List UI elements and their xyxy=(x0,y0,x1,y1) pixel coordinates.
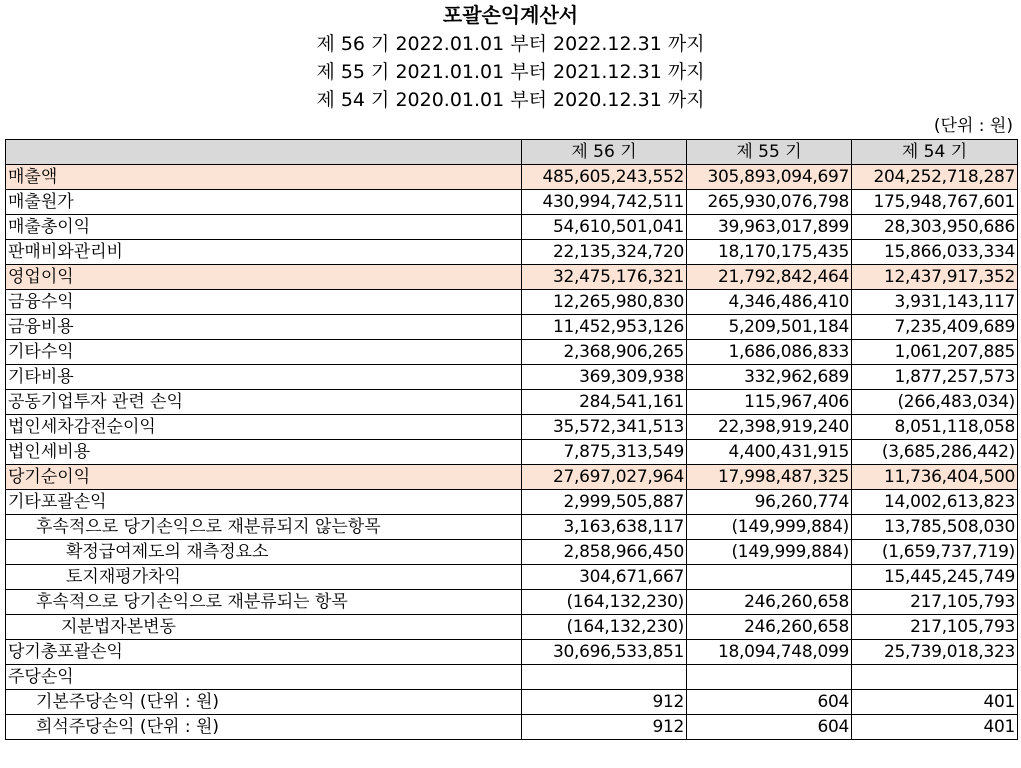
row-value-54: 12,437,917,352 xyxy=(852,265,1018,290)
row-value-54: 15,866,033,334 xyxy=(852,240,1018,265)
row-value-54: 15,445,245,749 xyxy=(852,565,1018,590)
row-value-54: (3,685,286,442) xyxy=(852,440,1018,465)
row-label: 지분법자본변동 xyxy=(6,615,522,640)
table-row xyxy=(6,615,1018,640)
row-value-55: 39,963,017,899 xyxy=(687,215,852,240)
row-value-55: (149,999,884) xyxy=(687,540,852,565)
row-label: 매출액 xyxy=(6,165,522,190)
row-label: 기타비용 xyxy=(6,365,522,390)
row-value-54: 217,105,793 xyxy=(852,590,1018,615)
row-value-56: 284,541,161 xyxy=(522,390,687,415)
row-value-54: 8,051,118,058 xyxy=(852,415,1018,440)
row-value-56: 912 xyxy=(522,715,687,740)
row-value-55: 246,260,658 xyxy=(687,615,852,640)
row-value-56: 30,696,533,851 xyxy=(522,640,687,665)
row-label: 후속적으로 당기손익으로 재분류되는 항목 xyxy=(6,590,522,615)
table-row xyxy=(6,190,1018,215)
row-value-55 xyxy=(687,565,852,590)
row-value-55: (149,999,884) xyxy=(687,515,852,540)
row-value-56: 22,135,324,720 xyxy=(522,240,687,265)
row-value-54: 3,931,143,117 xyxy=(852,290,1018,315)
row-value-55: 21,792,842,464 xyxy=(687,265,852,290)
row-value-56: 12,265,980,830 xyxy=(522,290,687,315)
row-value-55: 22,398,919,240 xyxy=(687,415,852,440)
header-cell-label xyxy=(6,140,522,165)
header-cell-56: 제 56 기 xyxy=(522,140,687,165)
row-value-56: 3,163,638,117 xyxy=(522,515,687,540)
row-value-55: 604 xyxy=(687,715,852,740)
row-label: 금융비용 xyxy=(6,315,522,340)
period-line-54: 제 54 기 2020.01.01 부터 2020.12.31 까지 xyxy=(316,89,705,111)
table-row xyxy=(6,265,1018,290)
period-line-55: 제 55 기 2021.01.01 부터 2021.12.31 까지 xyxy=(316,61,705,83)
table-row xyxy=(6,565,1018,590)
row-value-56: 7,875,313,549 xyxy=(522,440,687,465)
row-value-56: 369,309,938 xyxy=(522,365,687,390)
row-value-56: 304,671,667 xyxy=(522,565,687,590)
table-row xyxy=(6,440,1018,465)
statement-title: 포괄손익계산서 xyxy=(442,3,579,27)
table-row xyxy=(6,290,1018,315)
table-row xyxy=(6,340,1018,365)
row-value-55: 4,346,486,410 xyxy=(687,290,852,315)
row-label: 공동기업투자 관련 손익 xyxy=(6,390,522,415)
row-value-54: 204,252,718,287 xyxy=(852,165,1018,190)
row-value-55: 18,094,748,099 xyxy=(687,640,852,665)
row-value-54: 175,948,767,601 xyxy=(852,190,1018,215)
row-value-55: 305,893,094,697 xyxy=(687,165,852,190)
row-value-56: 485,605,243,552 xyxy=(522,165,687,190)
row-value-54: (266,483,034) xyxy=(852,390,1018,415)
row-value-56: (164,132,230) xyxy=(522,615,687,640)
row-label: 희석주당손익 (단위 : 원) xyxy=(6,715,522,740)
table-row xyxy=(6,390,1018,415)
row-label: 토지재평가차익 xyxy=(6,565,522,590)
row-value-55: 115,967,406 xyxy=(687,390,852,415)
row-value-55: 4,400,431,915 xyxy=(687,440,852,465)
table-row xyxy=(6,590,1018,615)
statement-header xyxy=(0,0,1021,139)
row-value-54 xyxy=(852,665,1018,690)
row-label: 금융수익 xyxy=(6,290,522,315)
table-row xyxy=(6,690,1018,715)
row-label: 판매비와관리비 xyxy=(6,240,522,265)
row-value-54: 1,061,207,885 xyxy=(852,340,1018,365)
row-label: 법인세차감전순이익 xyxy=(6,415,522,440)
row-value-56: 11,452,953,126 xyxy=(522,315,687,340)
row-value-55: 18,170,175,435 xyxy=(687,240,852,265)
row-value-56: 27,697,027,964 xyxy=(522,465,687,490)
table-row xyxy=(6,240,1018,265)
table-row xyxy=(6,640,1018,665)
row-value-54: 14,002,613,823 xyxy=(852,490,1018,515)
row-value-55: 96,260,774 xyxy=(687,490,852,515)
row-value-54: 7,235,409,689 xyxy=(852,315,1018,340)
row-label: 당기순이익 xyxy=(6,465,522,490)
header-cell-54: 제 54 기 xyxy=(852,140,1018,165)
table-row xyxy=(6,215,1018,240)
period-line-56: 제 56 기 2022.01.01 부터 2022.12.31 까지 xyxy=(316,33,705,55)
row-value-55: 17,998,487,325 xyxy=(687,465,852,490)
row-value-54: 401 xyxy=(852,690,1018,715)
table-row xyxy=(6,415,1018,440)
row-value-54: 13,785,508,030 xyxy=(852,515,1018,540)
row-value-56: (164,132,230) xyxy=(522,590,687,615)
row-value-55 xyxy=(687,665,852,690)
row-value-56: 430,994,742,511 xyxy=(522,190,687,215)
row-label: 기타포괄손익 xyxy=(6,490,522,515)
row-label: 후속적으로 당기손익으로 재분류되지 않는항목 xyxy=(6,515,522,540)
row-label: 기본주당손익 (단위 : 원) xyxy=(6,690,522,715)
table-row xyxy=(6,365,1018,390)
row-label: 확정급여제도의 재측정요소 xyxy=(6,540,522,565)
table-row xyxy=(6,515,1018,540)
row-value-54: 401 xyxy=(852,715,1018,740)
table-row xyxy=(6,165,1018,190)
income-statement-table xyxy=(5,139,1018,740)
row-value-56: 2,858,966,450 xyxy=(522,540,687,565)
table-row xyxy=(6,490,1018,515)
row-value-54: (1,659,737,719) xyxy=(852,540,1018,565)
row-value-55: 604 xyxy=(687,690,852,715)
table-row xyxy=(6,540,1018,565)
row-label: 매출총이익 xyxy=(6,215,522,240)
row-value-54: 11,736,404,500 xyxy=(852,465,1018,490)
row-value-54: 25,739,018,323 xyxy=(852,640,1018,665)
table-body xyxy=(6,165,1018,740)
row-label: 영업이익 xyxy=(6,265,522,290)
unit-label: (단위 : 원) xyxy=(933,116,1013,136)
row-value-56: 912 xyxy=(522,690,687,715)
row-value-54: 28,303,950,686 xyxy=(852,215,1018,240)
row-value-56: 32,475,176,321 xyxy=(522,265,687,290)
table-row xyxy=(6,665,1018,690)
row-value-56: 2,999,505,887 xyxy=(522,490,687,515)
row-value-55: 1,686,086,833 xyxy=(687,340,852,365)
row-value-54: 217,105,793 xyxy=(852,615,1018,640)
row-label: 법인세비용 xyxy=(6,440,522,465)
row-value-54: 1,877,257,573 xyxy=(852,365,1018,390)
table-row xyxy=(6,715,1018,740)
row-value-56: 35,572,341,513 xyxy=(522,415,687,440)
row-value-55: 265,930,076,798 xyxy=(687,190,852,215)
row-value-56 xyxy=(522,665,687,690)
header-cell-55: 제 55 기 xyxy=(687,140,852,165)
table-row xyxy=(6,465,1018,490)
row-label: 매출원가 xyxy=(6,190,522,215)
row-value-55: 332,962,689 xyxy=(687,365,852,390)
row-value-56: 54,610,501,041 xyxy=(522,215,687,240)
row-label: 당기총포괄손익 xyxy=(6,640,522,665)
row-value-56: 2,368,906,265 xyxy=(522,340,687,365)
row-value-55: 246,260,658 xyxy=(687,590,852,615)
row-label: 주당손익 xyxy=(6,665,522,690)
table-row xyxy=(6,315,1018,340)
row-value-55: 5,209,501,184 xyxy=(687,315,852,340)
table-header-row xyxy=(6,140,1018,165)
row-label: 기타수익 xyxy=(6,340,522,365)
